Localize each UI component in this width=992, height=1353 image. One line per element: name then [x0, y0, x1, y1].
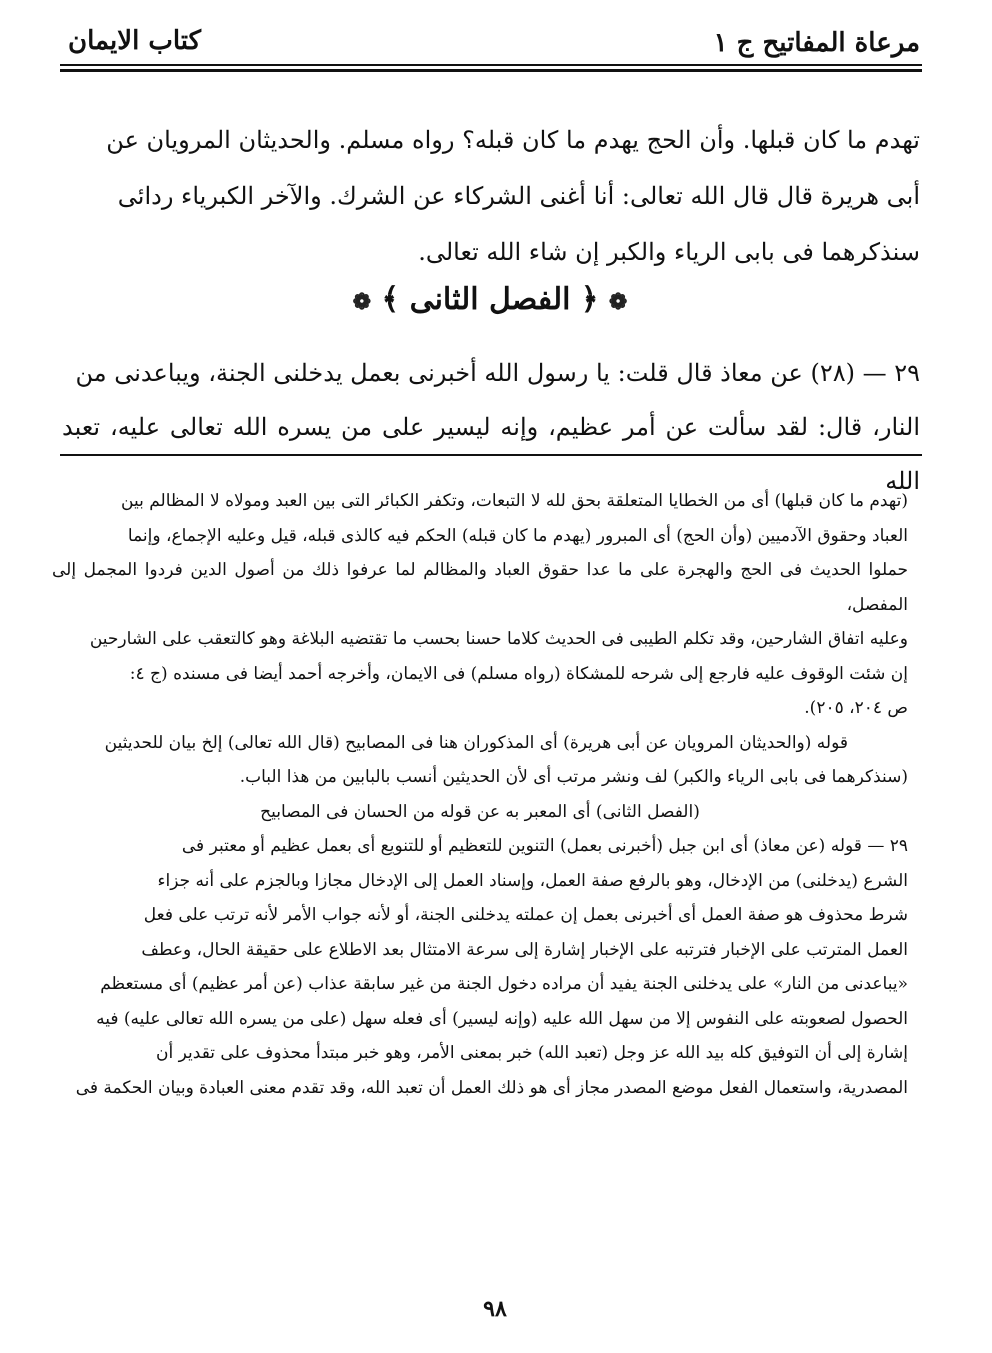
commentary-line: (سنذكرهما فى بابى الرياء والكبر) لف ونشر مرتب أى لأن الحديثين أنسب بالبابين من هذا الباب.: [239, 767, 908, 787]
running-header: [60, 22, 920, 68]
header-rule-thick: [60, 69, 922, 72]
commentary-line: (تهدم ما كان قبلها) أى من الخطايا المتعلقة بحق لله لا التبعات، وتكفر الكبائر التى بين العبد ومولاه لا المظالم بين: [121, 491, 908, 511]
main-hadith-text: [62, 112, 920, 280]
section-heading-text: ﴿ الفصل الثانى ﴾: [381, 282, 599, 317]
commentary-line: العباد وحقوق الآدميين (وأن الحج) أى المبرور (يهدم ما كان قبله) الحكم فيه كالذى قبله، قيل وعليه الإجماع، وإنما: [127, 525, 908, 546]
main-text-line: أبى هريرة قال قال الله تعالى: أنا أغنى الشركاء عن الشرك. والآخر الكبرياء ردائى: [117, 182, 920, 210]
header-rule-thin: [60, 64, 922, 66]
hadith-line: ٢٩ — (٢٨) عن معاذ قال قلت: يا رسول الله أخبرنى بعمل يدخلنى الجنة، ويباعدنى من: [75, 359, 920, 387]
commentary-line: إن شئت الوقوف عليه فارجع إلى شرحه للمشكاة (رواه مسلم) فى الايمان، وأخرجه أحمد أيضا فى مسنده (ج ٤:: [129, 663, 908, 684]
commentary-line: حملوا الحديث فى الحج والهجرة على ما عدا حقوق العباد والمظالم لما عرفوا ذلك من أصول الدين فردوا المجمل إلى المفصل،: [52, 560, 908, 615]
page-number: ٩٨: [483, 1296, 507, 1322]
commentary-line: إشارة إلى أن التوفيق كله بيد الله عز وجل (تعبد الله) خبر بمعنى الأمر، وهو خبر مبتدأ محذوف على تقدير أن: [156, 1043, 908, 1063]
commentary-line: الحصول لصعوبته على النفوس إلا من سهل الله عليه (وإنه ليسير) أى فعله سهل (على من يسره الله تعالى عليه) فيه: [96, 1008, 908, 1029]
chapter-title: كتاب الايمان: [68, 26, 202, 56]
main-text-line: تهدم ما كان قبلها. وأن الحج يهدم ما كان قبله؟ رواه مسلم. والحديثان المرويان عن: [106, 126, 920, 154]
commentary-line: العمل المترتب على الإخبار فترتبه على الإخبار إشارة إلى سرعة الامتثال بعد الاطلاع على حقيقة الحال، وعطف: [141, 939, 908, 960]
commentary-line: وعليه اتفاق الشارحين، وقد تكلم الطيبى فى الحديث كلاما حسنا بحسب ما تقتضيه البلاغة وهو كالتعقب على الشارحين: [89, 629, 908, 649]
footnote-separator: [60, 454, 922, 456]
ornament-icon: ❁: [608, 289, 628, 315]
book-title: مرعاة المفاتيح ج ١: [713, 28, 920, 58]
commentary-subheading: (الفصل الثانى) أى المعبر به عن قوله من الحسان فى المصابيح: [260, 801, 700, 822]
commentary-line: ص ٢٠٤، ٢٠٥).: [804, 698, 908, 718]
commentary-line: المصدرية، واستعمال الفعل موضع المصدر مجاز أى هو ذلك العمل أن تعبد الله، وقد تقدم معنى العبادة وبيان الحكمة فى: [75, 1077, 908, 1098]
commentary-line: شرط محذوف هو صفة العمل أى أخبرنى بعمل إن عملته يدخلنى الجنة، أو لأنه جواب الأمر لأنه ترتب على فعل: [143, 905, 908, 925]
main-text-line: سنذكرهما فى بابى الرياء والكبر إن شاء الله تعالى.: [418, 238, 920, 266]
commentary-line: «يباعدنى من النار» على يدخلنى الجنة يفيد أن مراده دخول الجنة من غير سابقة عذاب (عن أمر عظيم) أى مستعظم: [100, 974, 908, 994]
commentary-line: قوله (والحديثان المرويان عن أبى هريرة) أى المذكوران هنا فى المصابيح (قال الله تعالى) إلخ بيان للحديثين: [104, 732, 848, 753]
commentary-line: الشرع (يدخلنى) من الإدخال، وهو بالرفع صفة العمل، وإسناد العمل إلى الإدخال مجازا وبالجزم على أنه جزاء: [157, 870, 908, 891]
hadith-line: النار، قال: لقد سألت عن أمر عظيم، وإنه ليسير على من يسره الله تعالى عليه، تعبد الله: [62, 413, 920, 495]
commentary-line: ٢٩ — قوله (عن معاذ) أى ابن جبل (أخبرنى بعمل) التنوين للتعظيم أو للتنويع أى بعمل عظيم أو معتبر فى: [181, 836, 908, 856]
section-heading: [330, 282, 650, 332]
commentary-block: [52, 484, 908, 1105]
ornament-icon: ❁: [352, 289, 372, 315]
